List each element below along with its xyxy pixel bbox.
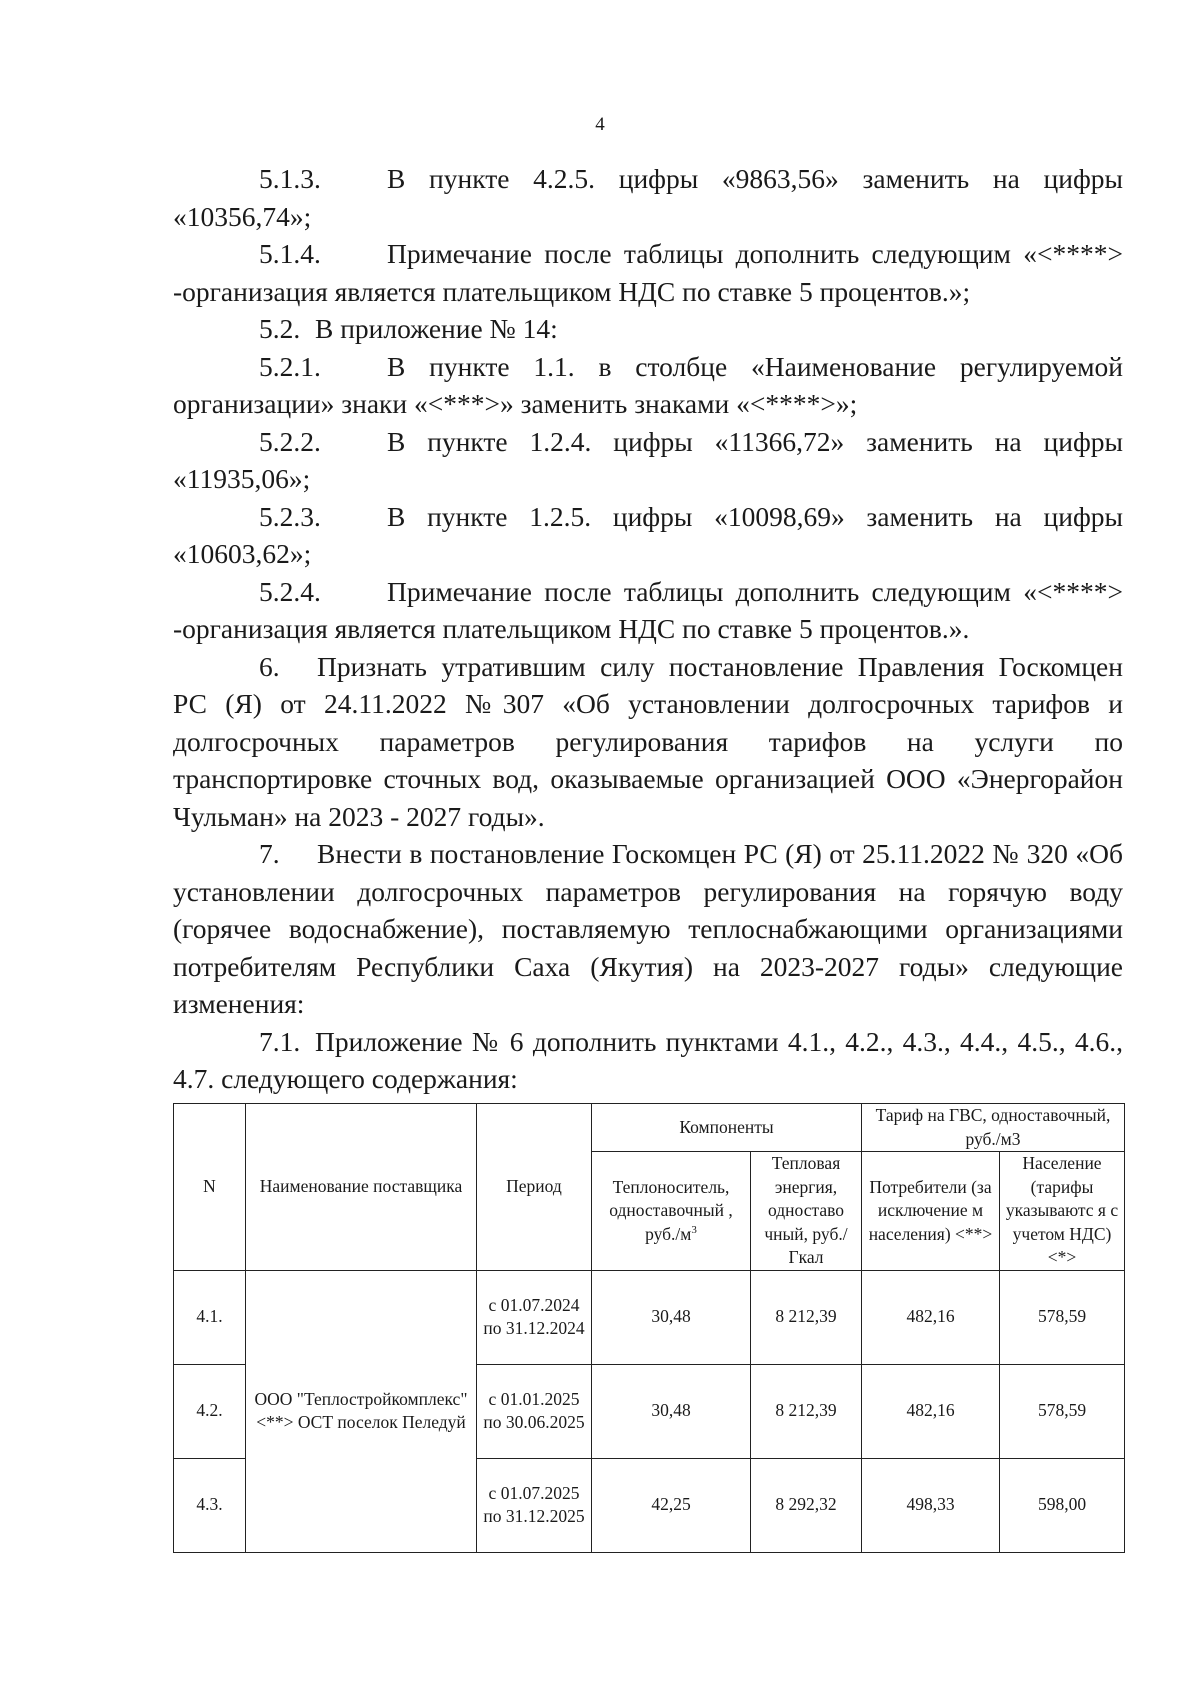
paragraph-5-1-4 [173, 235, 1123, 310]
header-heat-carrier [592, 1152, 751, 1271]
cell-period: с 01.07.2025 по 31.12.2025 [477, 1458, 592, 1552]
header-n: N [174, 1104, 246, 1271]
cell-heat-carrier: 42,25 [592, 1458, 751, 1552]
cell-population: 578,59 [1000, 1270, 1125, 1364]
page-number: 4 [595, 114, 605, 135]
cell-period: с 01.07.2024 по 31.12.2024 [477, 1270, 592, 1364]
cell-population: 578,59 [1000, 1364, 1125, 1458]
header-heat-carrier-text: Теплоноситель, одноставочный , руб./м [609, 1176, 733, 1244]
paragraph-number: 5.2.4. [259, 575, 321, 607]
paragraph-number: 5.1.3. [259, 163, 321, 194]
paragraph-5-2 [173, 310, 1123, 348]
header-heat-energy: Тепловая энергия, одноставо чный, руб./Гкал [751, 1152, 862, 1271]
paragraph-number: 7. [259, 838, 280, 869]
paragraph-text: В пункте 1.2.5. цифры «10098,69» заменить на цифры «10603,62»; [173, 500, 1123, 569]
tariff-table [173, 1103, 1125, 1553]
cell-heat-carrier: 30,48 [592, 1270, 751, 1364]
header-supplier: Наименование поставщика [246, 1104, 477, 1271]
cell-heat-energy: 8 292,32 [751, 1458, 862, 1552]
cell-consumers: 498,33 [862, 1458, 1000, 1552]
cell-heat-energy: 8 212,39 [751, 1364, 862, 1458]
paragraph-text: В приложение № 14: [315, 313, 558, 344]
paragraph-text: Примечание после таблицы дополнить следующим «<****> -организация является плательщиком НДС по ставке 5 процентов.». [173, 575, 1123, 644]
cell-consumers: 482,16 [862, 1364, 1000, 1458]
cell-n: 4.3. [174, 1458, 246, 1552]
header-population: Население (тарифы указываютс я с учетом НДС) <*> [1000, 1152, 1125, 1271]
cell-population: 598,00 [1000, 1458, 1125, 1552]
cell-heat-carrier: 30,48 [592, 1364, 751, 1458]
cell-n: 4.2. [174, 1364, 246, 1458]
superscript-3: 3 [691, 1223, 697, 1236]
header-components: Компоненты [592, 1104, 862, 1152]
paragraph-number: 5.1.4. [259, 238, 321, 269]
header-period: Период [477, 1104, 592, 1271]
paragraph-text: Внести в постановление Госкомцен РС (Я) от 25.11.2022 № 320 «Об установлении долгосрочных параметров регулирования на горячую воду (горячее водоснабжение), поставляемую теплоснабжающими организациями потребителям Республики Саха (Якутия) на 2023-2027 годы» следующие изменения: [173, 838, 1123, 1019]
paragraph-5-2-2 [173, 423, 1123, 498]
paragraph-5-2-1 [173, 348, 1123, 423]
cell-n: 4.1. [174, 1270, 246, 1364]
document-body [173, 160, 1123, 1098]
paragraph-text: Признать утратившим силу постановление Правления Госкомцен РС (Я) от 24.11.2022 №307 «Об установлении долгосрочных тарифов и долгосрочных параметров регулирования тарифов на услуги по транспортировке сточных вод, оказываемые организацией ООО «Энергорайон Чульман» на 2023 - 2027 годы». [173, 650, 1123, 832]
paragraph-number: 7.1. [259, 1025, 301, 1057]
cell-period: с 01.01.2025 по 30.06.2025 [477, 1364, 592, 1458]
paragraph-7-1 [173, 1023, 1123, 1098]
paragraph-text: В пункте 1.2.4. цифры «11366,72» заменить на цифры «11935,06»; [173, 425, 1123, 494]
paragraph-number: 5.2.1. [259, 350, 321, 382]
cell-supplier: ООО "Теплостройкомплекс" <**> ОСТ поселок Пеледуй [246, 1270, 477, 1552]
header-tariff-gvs: Тариф на ГВС, одноставочный, руб./м3 [862, 1104, 1125, 1152]
paragraph-7 [173, 835, 1123, 1023]
paragraph-number: 5.2.3. [259, 500, 321, 532]
paragraph-text: Примечание после таблицы дополнить следующим «<****> -организация является плательщиком НДС по ставке 5 процентов.»; [173, 238, 1123, 307]
paragraph-text: В пункте 1.1. в столбце «Наименование регулируемой организации» знаки «<***>» заменить знаками «<****>»; [173, 350, 1123, 419]
table-header-row [174, 1104, 1125, 1152]
paragraph-6 [173, 648, 1123, 836]
table-row [174, 1270, 1125, 1364]
paragraph-number: 5.2.2. [259, 425, 321, 457]
paragraph-text: В пункте 4.2.5. цифры «9863,56» заменить на цифры «10356,74»; [173, 163, 1123, 232]
cell-heat-energy: 8 212,39 [751, 1270, 862, 1364]
paragraph-5-2-3 [173, 498, 1123, 573]
paragraph-5-2-4 [173, 573, 1123, 648]
paragraph-5-1-3 [173, 160, 1123, 235]
header-consumers: Потребители (за исключение м населения) <**> [862, 1152, 1000, 1271]
paragraph-number: 5.2. [259, 313, 301, 344]
cell-consumers: 482,16 [862, 1270, 1000, 1364]
paragraph-text: Приложение № 6 дополнить пунктами 4.1., 4.2., 4.3., 4.4., 4.5., 4.6., 4.7. следующего содержания: [173, 1025, 1123, 1094]
paragraph-number: 6. [259, 650, 280, 682]
